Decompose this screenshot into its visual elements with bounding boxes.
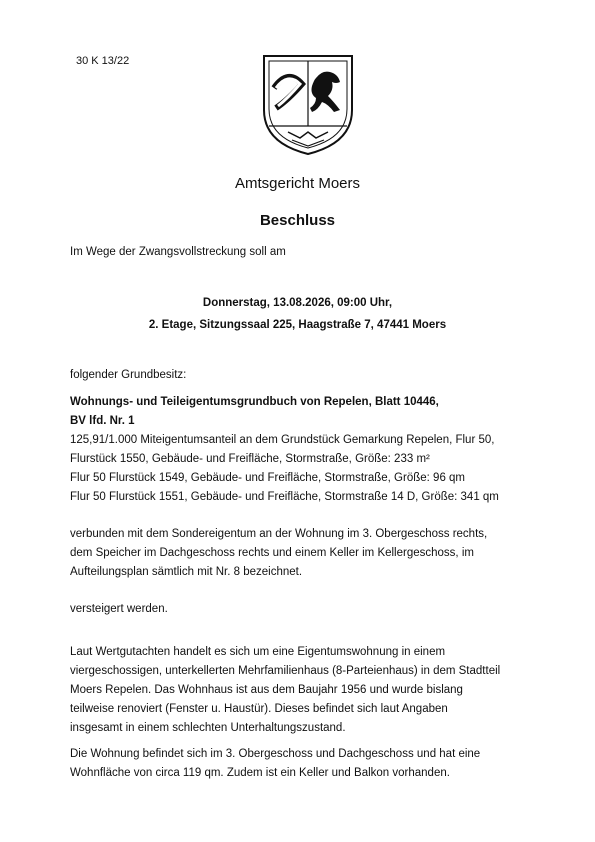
intro-text: Im Wege der Zwangsvollstreckung soll am: [70, 246, 286, 258]
property-detail: Flur 50 Flurstück 1549, Gebäude- und Freifläche, Stormstraße, Größe: 96 qm: [70, 472, 466, 484]
appraisal-line: insgesamt in einem schlechten Unterhaltungszustand.: [70, 722, 346, 734]
property-label: folgender Grundbesitz:: [70, 369, 187, 381]
appraisal-line: teilweise renoviert (Fenster u. Haustür). Dieses befindet sich laut Angaben: [70, 703, 448, 715]
apartment-line: Wohnfläche von circa 119 qm. Zudem ist ein Keller und Balkon vorhanden.: [70, 767, 450, 779]
special-property-line: verbunden mit dem Sondereigentum an der Wohnung im 3. Obergeschoss rechts,: [70, 528, 488, 540]
document-title: Beschluss: [259, 212, 336, 229]
appraisal-line: Moers Repelen. Das Wohnhaus ist aus dem Baujahr 1956 und wurde bislang: [70, 684, 463, 696]
apartment-line: Die Wohnung befindet sich im 3. Obergeschoss und Dachgeschoss und hat eine: [70, 748, 481, 760]
property-detail: Flurstück 1550, Gebäude- und Freifläche, Stormstraße, Größe: 233 m²: [70, 453, 430, 465]
case-number: 30 K 13/22: [76, 55, 130, 67]
court-name: Amtsgericht Moers: [234, 175, 361, 192]
property-detail: 125,91/1.000 Miteigentumsanteil an dem Grundstück Gemarkung Repelen, Flur 50,: [70, 434, 495, 446]
property-detail: Flur 50 Flurstück 1551, Gebäude- und Freifläche, Stormstraße 14 D, Größe: 341 qm: [70, 491, 499, 503]
appraisal-line: Laut Wertgutachten handelt es sich um eine Eigentumswohnung in einem: [70, 646, 446, 658]
register-line: Wohnungs- und Teileigentumsgrundbuch von Repelen, Blatt 10446,: [70, 396, 439, 408]
coat-of-arms-seal: [258, 48, 358, 158]
appointment-date: Donnerstag, 13.08.2026, 09:00 Uhr,: [202, 297, 393, 309]
auction-note: versteigert werden.: [70, 603, 168, 615]
appraisal-line: viergeschossigen, unterkellerten Mehrfamilienhaus (8-Parteienhaus) in dem Stadtteil: [70, 665, 501, 677]
bv-line: BV lfd. Nr. 1: [70, 415, 135, 427]
appointment-location: 2. Etage, Sitzungssaal 225, Haagstraße 7, 47441 Moers: [148, 319, 447, 331]
special-property-line: Aufteilungsplan sämtlich mit Nr. 8 bezeichnet.: [70, 566, 303, 578]
special-property-line: dem Speicher im Dachgeschoss rechts und einem Keller im Kellergeschoss, im: [70, 547, 474, 559]
